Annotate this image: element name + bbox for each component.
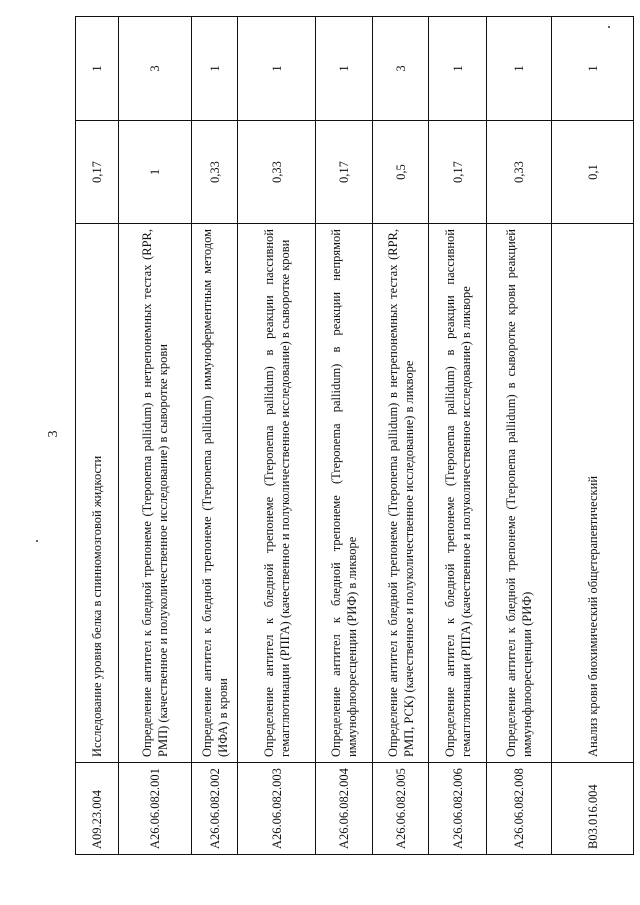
frequency-value: 0,1 <box>552 121 634 224</box>
frequency-value: 0,5 <box>373 121 429 224</box>
service-code: A26.06.082.008 <box>487 763 552 855</box>
service-code: A09.23.004 <box>76 763 119 855</box>
table-row <box>192 17 238 855</box>
service-description: Определение антител к бледной трепонеме (Treponema pallidum) в сыворотке крови реакцией иммунофлюоресценции (РИФ) <box>487 224 552 763</box>
service-code: A26.06.082.002 <box>192 763 238 855</box>
services-table-container <box>75 17 633 855</box>
service-description: Определение антител к бледной трепонеме (Treponema pallidum) в реакции пассивной гемагглютинации (РПГА) (качественное и полуколичественное исследование) в сыворотке крови <box>238 224 316 763</box>
page-number: 3 <box>46 430 61 438</box>
service-code: B03.016.004 <box>552 763 634 855</box>
service-code: A26.06.082.001 <box>119 763 192 855</box>
scan-speck <box>36 540 38 542</box>
table-row <box>373 17 429 855</box>
service-description: Определение антител к бледной трепонеме (Treponema pallidum) в нетрепонемных тестах (RPR, РМП, РСК) (качественное и полуколичественное исследование) в ликворе <box>373 224 429 763</box>
count-value: 3 <box>119 17 192 121</box>
frequency-value: 0,33 <box>487 121 552 224</box>
count-value: 3 <box>373 17 429 121</box>
count-value: 1 <box>429 17 487 121</box>
frequency-value: 0,17 <box>429 121 487 224</box>
table-row <box>487 17 552 855</box>
frequency-value: 0,17 <box>316 121 373 224</box>
service-code: A26.06.082.003 <box>238 763 316 855</box>
count-value: 1 <box>316 17 373 121</box>
frequency-value: 1 <box>119 121 192 224</box>
service-description: Определение антител к бледной трепонеме (Treponema pallidum) в реакции непрямой иммунофлюоресценции (РИФ) в ликворе <box>316 224 373 763</box>
table-row <box>429 17 487 855</box>
count-value: 1 <box>487 17 552 121</box>
service-code: A26.06.082.006 <box>429 763 487 855</box>
table-row <box>76 17 119 855</box>
services-table <box>75 16 634 855</box>
count-value: 1 <box>238 17 316 121</box>
table-row <box>119 17 192 855</box>
frequency-value: 0,17 <box>76 121 119 224</box>
service-description: Определение антител к бледной трепонеме (Treponema pallidum) в нетрепонемных тестах (RPR, РМП) (качественное и полуколичественное исследование) в сыворотке крови <box>119 224 192 763</box>
table-row <box>316 17 373 855</box>
service-description: Исследование уровня белка в спинномозговой жидкости <box>76 224 119 763</box>
frequency-value: 0,33 <box>238 121 316 224</box>
table-row <box>552 17 634 855</box>
service-description: Определение антител к бледной трепонеме (Treponema pallidum) в реакции пассивной гемагглютинации (РПГА) (качественное и полуколичественное исследование) в ликворе <box>429 224 487 763</box>
service-description: Анализ крови биохимический общетерапевтический <box>552 224 634 763</box>
service-code: A26.06.082.004 <box>316 763 373 855</box>
service-description: Определение антител к бледной трепонеме (Treponema pallidum) иммуноферментным методом (ИФА) в крови <box>192 224 238 763</box>
service-code: A26.06.082.005 <box>373 763 429 855</box>
count-value: 1 <box>76 17 119 121</box>
frequency-value: 0,33 <box>192 121 238 224</box>
count-value: 1 <box>552 17 634 121</box>
count-value: 1 <box>192 17 238 121</box>
table-row <box>238 17 316 855</box>
